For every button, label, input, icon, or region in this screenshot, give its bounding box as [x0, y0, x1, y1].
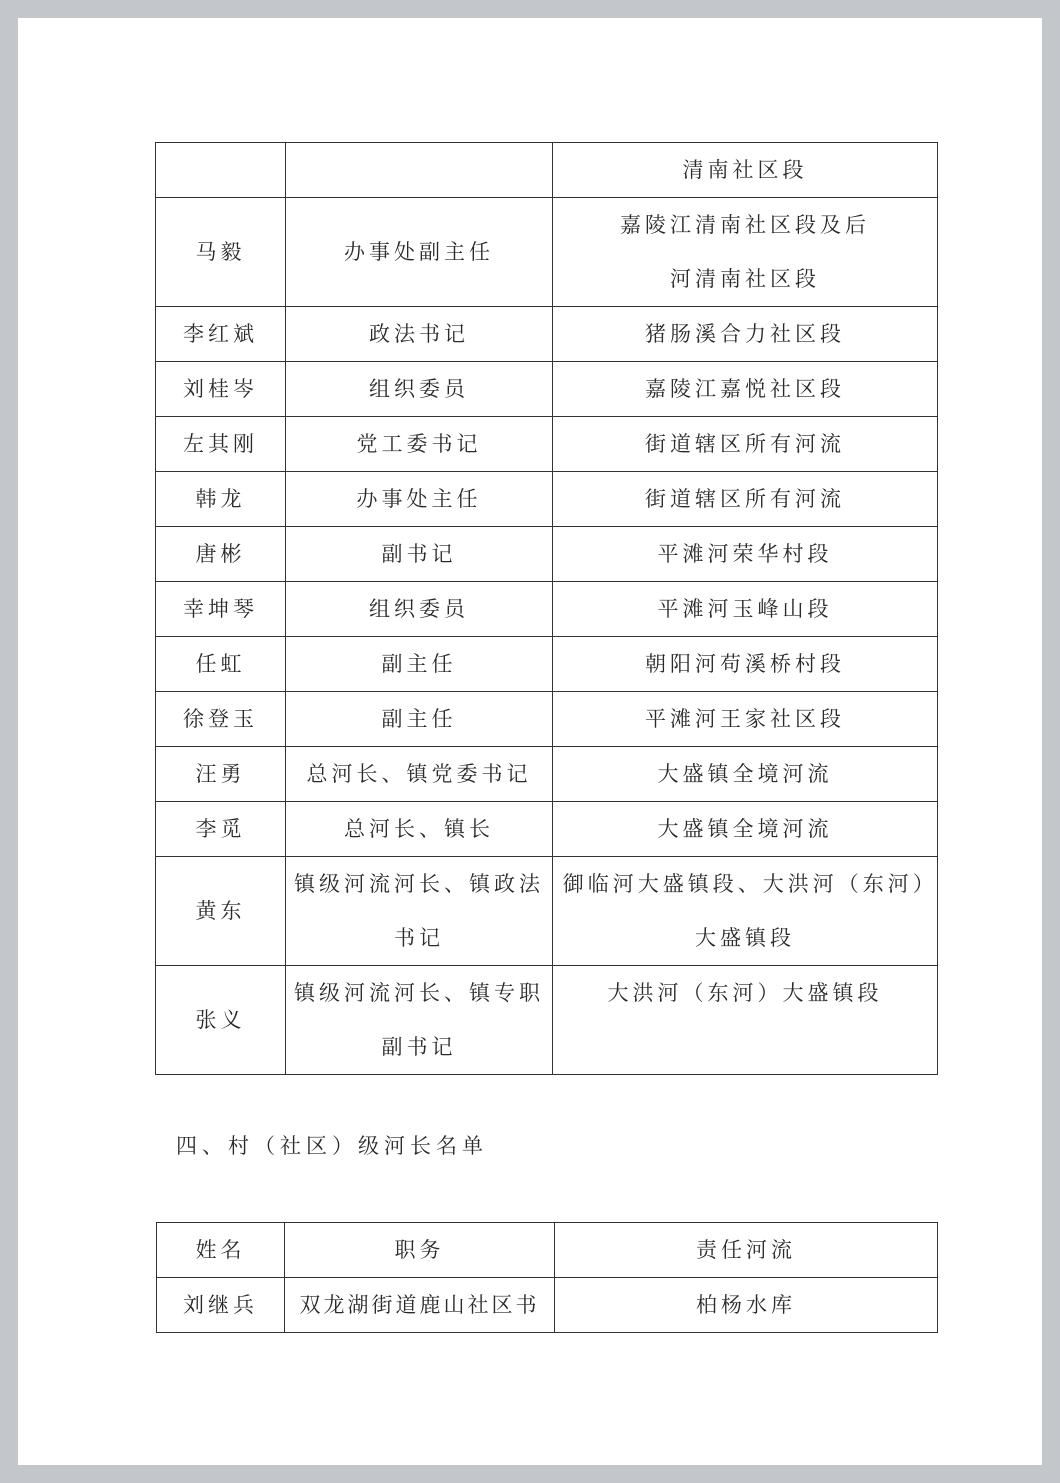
name-cell — [156, 143, 286, 198]
name-cell: 马毅 — [156, 198, 286, 307]
river-cell: 大盛镇全境河流 — [553, 747, 938, 802]
table-row — [156, 527, 938, 582]
table-row — [156, 966, 938, 1075]
header-position: 职务 — [285, 1223, 555, 1278]
table-row — [156, 857, 938, 966]
table-row — [156, 802, 938, 857]
document-page — [18, 18, 1042, 1465]
river-cell: 猪肠溪合力社区段 — [553, 307, 938, 362]
name-cell: 汪勇 — [156, 747, 286, 802]
table-row — [156, 637, 938, 692]
table-row — [157, 1278, 938, 1333]
river-cell: 大洪河（东河）大盛镇段 — [553, 966, 938, 1075]
name-cell: 李觅 — [156, 802, 286, 857]
position-cell: 副主任 — [286, 692, 553, 747]
position-cell: 政法书记 — [286, 307, 553, 362]
position-cell: 办事处副主任 — [286, 198, 553, 307]
name-cell: 刘桂岑 — [156, 362, 286, 417]
river-chief-table-village — [156, 1222, 938, 1333]
position-cell — [286, 143, 553, 198]
position-cell: 总河长、镇党委书记 — [286, 747, 553, 802]
header-river: 责任河流 — [555, 1223, 938, 1278]
river-cell: 街道辖区所有河流 — [553, 417, 938, 472]
position-cell: 组织委员 — [286, 362, 553, 417]
table-row — [156, 692, 938, 747]
position-cell: 办事处主任 — [286, 472, 553, 527]
name-cell: 幸坤琴 — [156, 582, 286, 637]
table-row — [156, 143, 938, 198]
river-cell: 御临河大盛镇段、大洪河（东河）大盛镇段 — [553, 857, 938, 966]
name-cell: 任虹 — [156, 637, 286, 692]
table-row — [156, 747, 938, 802]
river-cell: 柏杨水库 — [555, 1278, 938, 1333]
river-chief-table-town — [155, 142, 938, 1075]
name-cell: 左其刚 — [156, 417, 286, 472]
position-cell: 总河长、镇长 — [286, 802, 553, 857]
position-cell: 镇级河流河长、镇专职副书记 — [286, 966, 553, 1075]
river-cell: 平滩河玉峰山段 — [553, 582, 938, 637]
river-cell: 平滩河荣华村段 — [553, 527, 938, 582]
position-cell: 党工委书记 — [286, 417, 553, 472]
position-cell: 组织委员 — [286, 582, 553, 637]
name-cell: 黄东 — [156, 857, 286, 966]
river-cell: 平滩河王家社区段 — [553, 692, 938, 747]
name-cell: 刘继兵 — [157, 1278, 285, 1333]
name-cell: 张义 — [156, 966, 286, 1075]
river-cell: 大盛镇全境河流 — [553, 802, 938, 857]
section-heading: 四、村（社区）级河长名单 — [176, 1134, 488, 1158]
header-name: 姓名 — [157, 1223, 285, 1278]
river-cell: 清南社区段 — [553, 143, 938, 198]
position-cell: 镇级河流河长、镇政法书记 — [286, 857, 553, 966]
name-cell: 李红斌 — [156, 307, 286, 362]
table-row — [156, 417, 938, 472]
river-cell: 嘉陵江嘉悦社区段 — [553, 362, 938, 417]
table-row — [156, 198, 938, 307]
position-cell: 双龙湖街道鹿山社区书 — [285, 1278, 555, 1333]
table-row — [156, 362, 938, 417]
table-header-row — [157, 1223, 938, 1278]
river-cell: 街道辖区所有河流 — [553, 472, 938, 527]
table-row — [156, 582, 938, 637]
table-row — [156, 472, 938, 527]
table-row — [156, 307, 938, 362]
name-cell: 唐彬 — [156, 527, 286, 582]
position-cell: 副主任 — [286, 637, 553, 692]
river-cell: 朝阳河苟溪桥村段 — [553, 637, 938, 692]
river-cell: 嘉陵江清南社区段及后河清南社区段 — [553, 198, 938, 307]
name-cell: 韩龙 — [156, 472, 286, 527]
name-cell: 徐登玉 — [156, 692, 286, 747]
position-cell: 副书记 — [286, 527, 553, 582]
